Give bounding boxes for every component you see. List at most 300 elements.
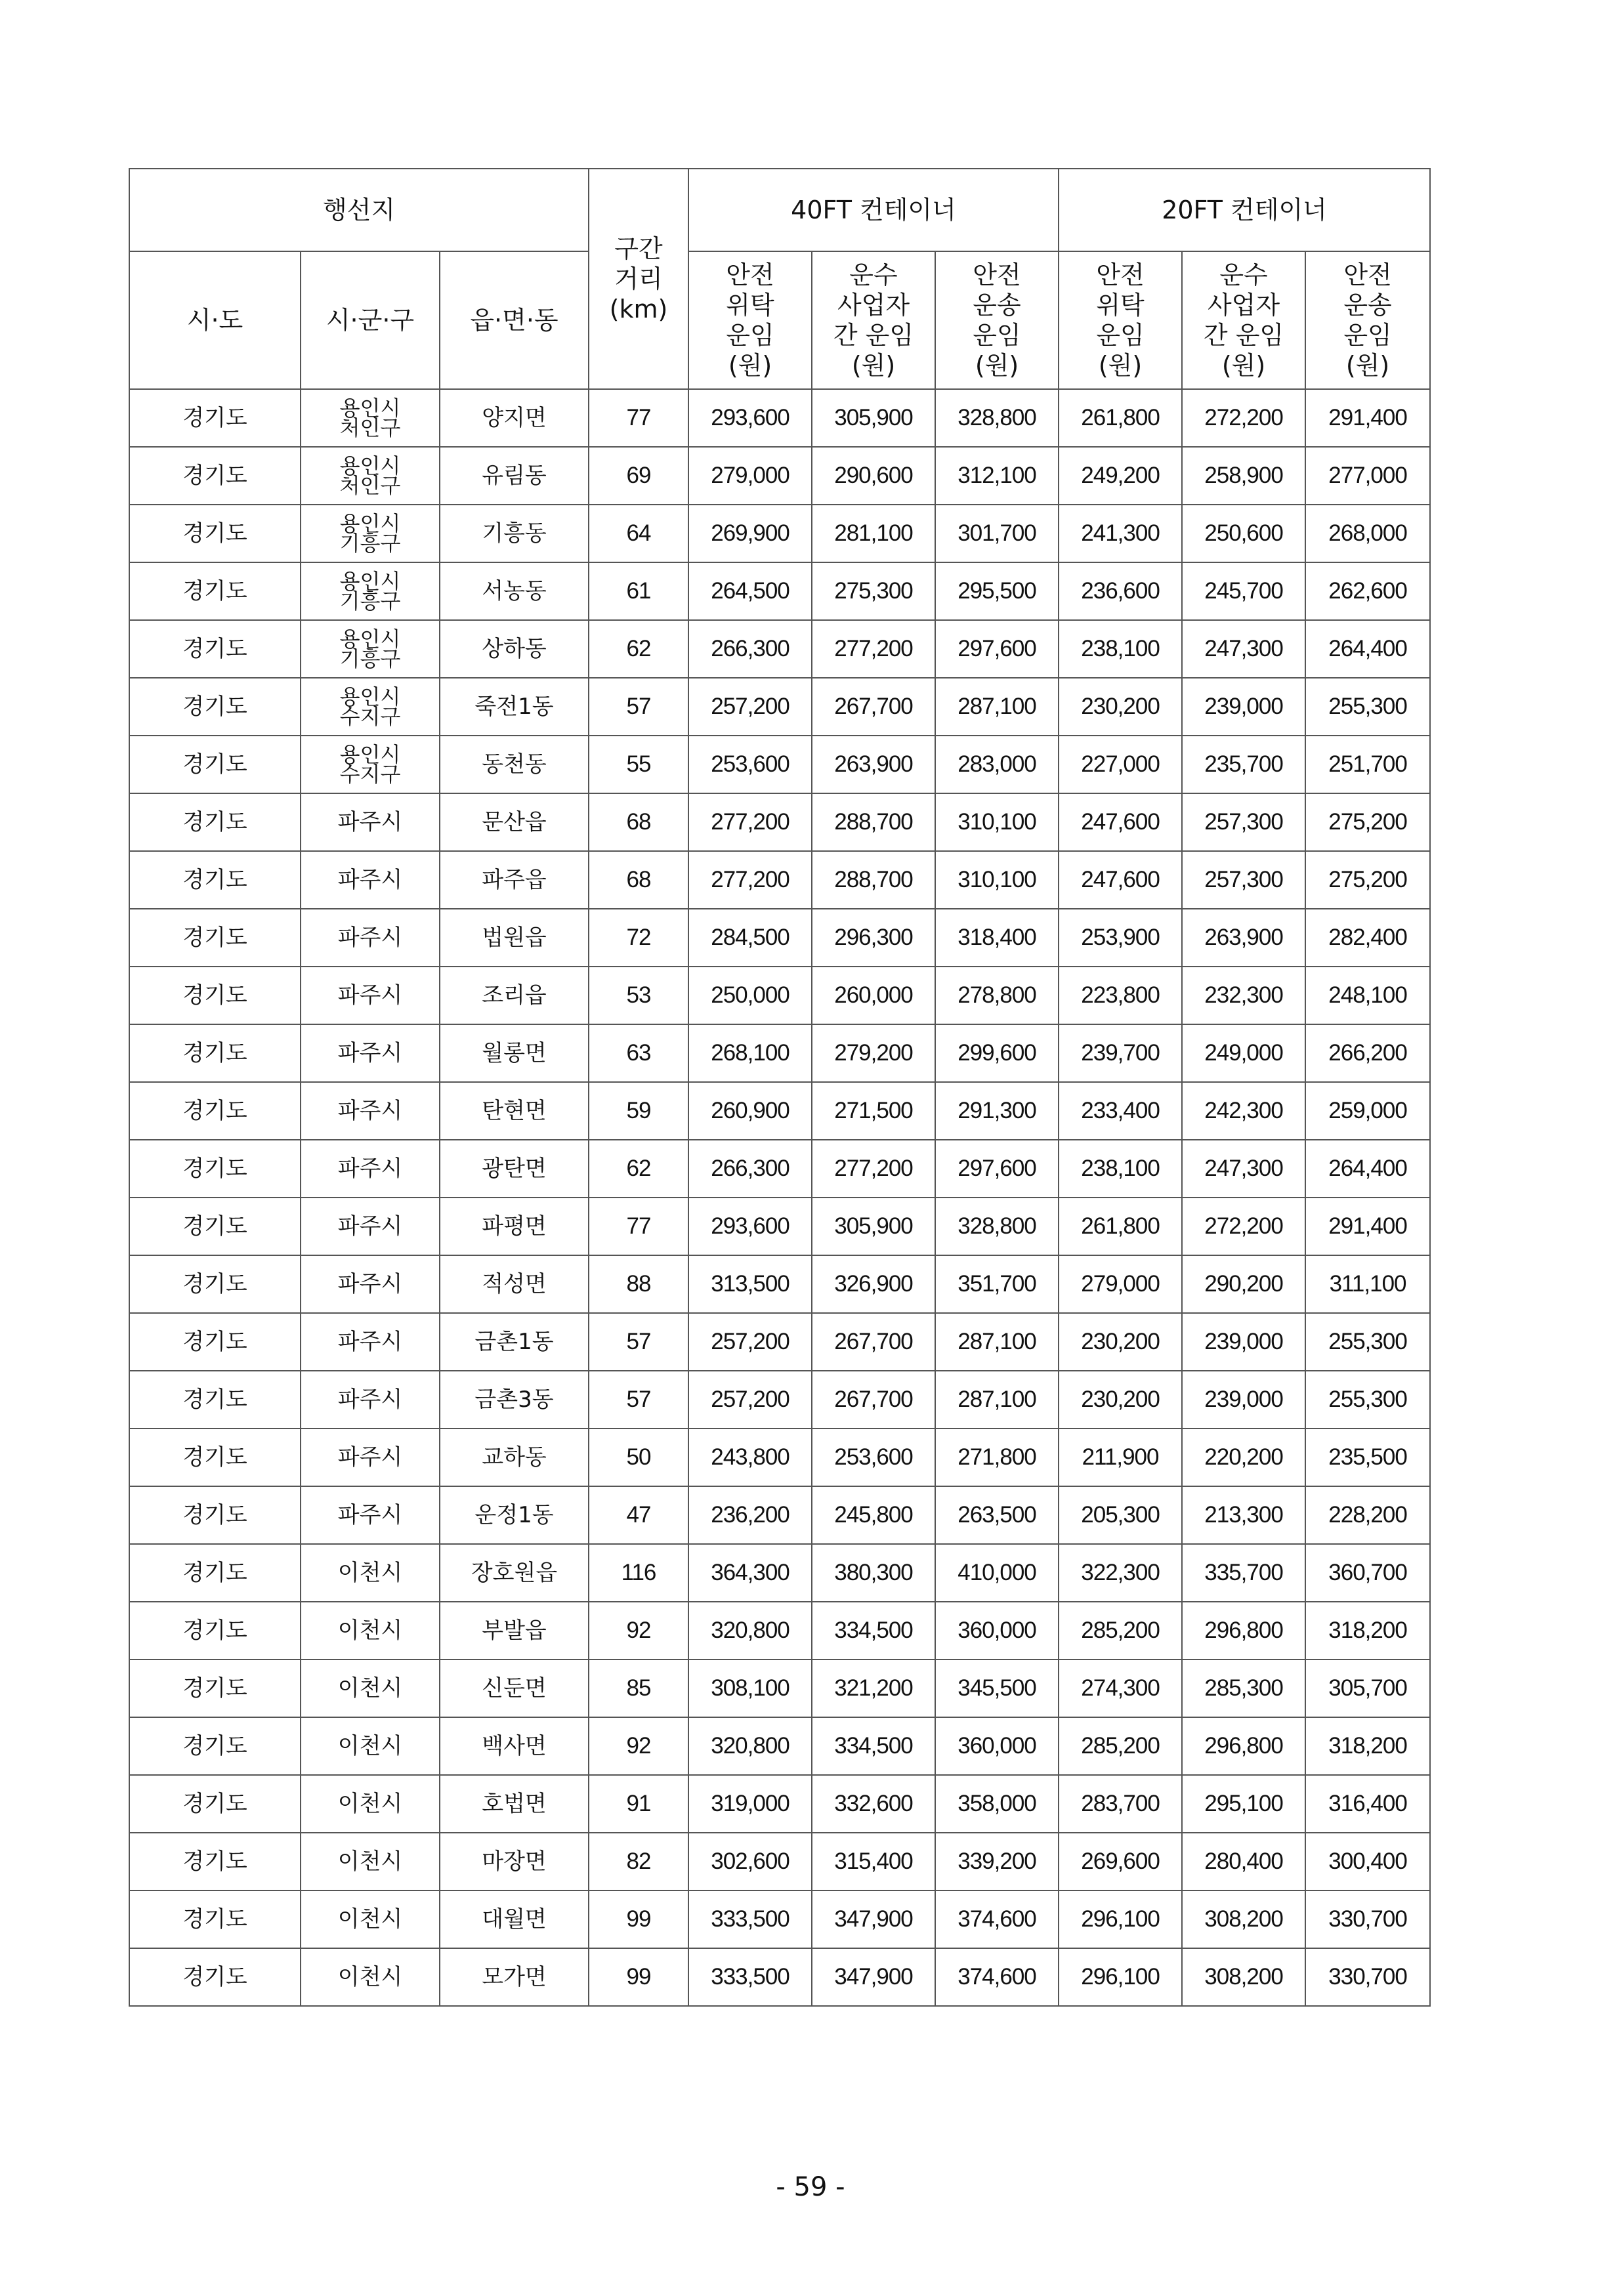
cell-sigungu: 용인시 처인구 — [301, 389, 440, 447]
cell-40ft-safe-consign: 250,000 — [688, 967, 812, 1024]
table-row — [129, 1024, 1430, 1082]
cell-40ft-safe-consign: 260,900 — [688, 1082, 812, 1140]
cell-40ft-carrier: 263,900 — [812, 736, 935, 793]
cell-distance: 91 — [589, 1775, 688, 1833]
table-row — [129, 1890, 1430, 1948]
header-20ft-safe-transport-rate: 안전 운송 운임 (원) — [1305, 251, 1430, 389]
cell-20ft-carrier: 258,900 — [1182, 447, 1305, 505]
cell-20ft-safe-transport: 262,600 — [1305, 562, 1430, 620]
cell-40ft-safe-transport: 345,500 — [935, 1659, 1059, 1717]
cell-distance: 85 — [589, 1659, 688, 1717]
cell-sigungu: 파주시 — [301, 1024, 440, 1082]
cell-20ft-carrier: 247,300 — [1182, 1140, 1305, 1198]
cell-20ft-safe-transport: 275,200 — [1305, 793, 1430, 851]
cell-distance: 47 — [589, 1486, 688, 1544]
cell-20ft-carrier: 296,800 — [1182, 1717, 1305, 1775]
cell-20ft-carrier: 335,700 — [1182, 1544, 1305, 1602]
cell-40ft-carrier: 260,000 — [812, 967, 935, 1024]
cell-sido: 경기도 — [129, 562, 301, 620]
cell-20ft-safe-transport: 259,000 — [1305, 1082, 1430, 1140]
cell-40ft-carrier: 380,300 — [812, 1544, 935, 1602]
cell-20ft-safe-transport: 282,400 — [1305, 909, 1430, 967]
cell-eupmyeondong: 장호원읍 — [440, 1544, 589, 1602]
cell-40ft-safe-consign: 266,300 — [688, 1140, 812, 1198]
cell-40ft-carrier: 321,200 — [812, 1659, 935, 1717]
cell-sido: 경기도 — [129, 1833, 301, 1890]
cell-sido: 경기도 — [129, 1775, 301, 1833]
cell-20ft-safe-consign: 230,200 — [1059, 1371, 1182, 1429]
cell-20ft-safe-consign: 230,200 — [1059, 678, 1182, 736]
cell-20ft-safe-transport: 300,400 — [1305, 1833, 1430, 1890]
cell-sigungu: 이천시 — [301, 1775, 440, 1833]
cell-40ft-safe-consign: 293,600 — [688, 1198, 812, 1255]
freight-rate-table — [129, 168, 1431, 2007]
cell-sido: 경기도 — [129, 1602, 301, 1659]
cell-40ft-safe-transport: 328,800 — [935, 389, 1059, 447]
cell-20ft-carrier: 247,300 — [1182, 620, 1305, 678]
table-row — [129, 1082, 1430, 1140]
cell-20ft-carrier: 213,300 — [1182, 1486, 1305, 1544]
cell-40ft-safe-transport: 299,600 — [935, 1024, 1059, 1082]
cell-20ft-carrier: 272,200 — [1182, 389, 1305, 447]
cell-40ft-carrier: 281,100 — [812, 505, 935, 562]
table-row — [129, 1833, 1430, 1890]
cell-20ft-safe-transport: 291,400 — [1305, 389, 1430, 447]
cell-sigungu: 파주시 — [301, 1429, 440, 1486]
cell-eupmyeondong: 조리읍 — [440, 967, 589, 1024]
cell-distance: 59 — [589, 1082, 688, 1140]
cell-20ft-safe-consign: 279,000 — [1059, 1255, 1182, 1313]
cell-sigungu: 파주시 — [301, 967, 440, 1024]
cell-20ft-carrier: 220,200 — [1182, 1429, 1305, 1486]
cell-distance: 63 — [589, 1024, 688, 1082]
cell-40ft-carrier: 315,400 — [812, 1833, 935, 1890]
cell-40ft-safe-transport: 339,200 — [935, 1833, 1059, 1890]
cell-eupmyeondong: 대월면 — [440, 1890, 589, 1948]
cell-40ft-carrier: 277,200 — [812, 620, 935, 678]
page-number: - 59 - — [776, 2172, 845, 2202]
cell-20ft-safe-transport: 235,500 — [1305, 1429, 1430, 1486]
cell-eupmyeondong: 죽전1동 — [440, 678, 589, 736]
cell-40ft-safe-consign: 364,300 — [688, 1544, 812, 1602]
cell-sigungu: 용인시 수지구 — [301, 678, 440, 736]
cell-20ft-carrier: 308,200 — [1182, 1890, 1305, 1948]
cell-40ft-safe-consign: 302,600 — [688, 1833, 812, 1890]
cell-distance: 72 — [589, 909, 688, 967]
cell-20ft-safe-transport: 248,100 — [1305, 967, 1430, 1024]
cell-40ft-carrier: 279,200 — [812, 1024, 935, 1082]
cell-40ft-safe-transport: 374,600 — [935, 1890, 1059, 1948]
cell-sigungu: 용인시 수지구 — [301, 736, 440, 793]
cell-distance: 69 — [589, 447, 688, 505]
cell-40ft-safe-transport: 263,500 — [935, 1486, 1059, 1544]
cell-sigungu: 용인시 기흥구 — [301, 505, 440, 562]
cell-40ft-safe-transport: 271,800 — [935, 1429, 1059, 1486]
cell-40ft-safe-transport: 312,100 — [935, 447, 1059, 505]
table-row — [129, 736, 1430, 793]
cell-20ft-carrier: 239,000 — [1182, 1371, 1305, 1429]
cell-40ft-safe-consign: 257,200 — [688, 1371, 812, 1429]
cell-eupmyeondong: 동천동 — [440, 736, 589, 793]
cell-40ft-carrier: 347,900 — [812, 1890, 935, 1948]
cell-eupmyeondong: 적성면 — [440, 1255, 589, 1313]
cell-40ft-carrier: 275,300 — [812, 562, 935, 620]
cell-20ft-carrier: 242,300 — [1182, 1082, 1305, 1140]
cell-40ft-carrier: 332,600 — [812, 1775, 935, 1833]
cell-40ft-safe-transport: 410,000 — [935, 1544, 1059, 1602]
cell-40ft-safe-consign: 268,100 — [688, 1024, 812, 1082]
cell-40ft-carrier: 334,500 — [812, 1602, 935, 1659]
cell-20ft-carrier: 245,700 — [1182, 562, 1305, 620]
cell-distance: 53 — [589, 967, 688, 1024]
cell-distance: 64 — [589, 505, 688, 562]
cell-sigungu: 이천시 — [301, 1544, 440, 1602]
cell-eupmyeondong: 교하동 — [440, 1429, 589, 1486]
cell-20ft-safe-consign: 283,700 — [1059, 1775, 1182, 1833]
cell-40ft-safe-consign: 320,800 — [688, 1602, 812, 1659]
header-20ft-carrier-rate: 운수 사업자 간 운임 (원) — [1182, 251, 1305, 389]
cell-sigungu: 파주시 — [301, 851, 440, 909]
cell-eupmyeondong: 상하동 — [440, 620, 589, 678]
cell-distance: 57 — [589, 1313, 688, 1371]
cell-sigungu: 파주시 — [301, 1313, 440, 1371]
table-row — [129, 678, 1430, 736]
cell-40ft-safe-transport: 374,600 — [935, 1948, 1059, 2006]
cell-sido: 경기도 — [129, 1544, 301, 1602]
cell-sigungu: 이천시 — [301, 1602, 440, 1659]
cell-20ft-carrier: 250,600 — [1182, 505, 1305, 562]
cell-sido: 경기도 — [129, 447, 301, 505]
cell-sido: 경기도 — [129, 505, 301, 562]
cell-40ft-safe-transport: 318,400 — [935, 909, 1059, 967]
cell-20ft-safe-consign: 236,600 — [1059, 562, 1182, 620]
cell-20ft-carrier: 239,000 — [1182, 1313, 1305, 1371]
cell-40ft-safe-transport: 287,100 — [935, 1371, 1059, 1429]
cell-20ft-safe-transport: 275,200 — [1305, 851, 1430, 909]
cell-20ft-safe-consign: 269,600 — [1059, 1833, 1182, 1890]
cell-20ft-safe-transport: 330,700 — [1305, 1890, 1430, 1948]
cell-20ft-safe-consign: 227,000 — [1059, 736, 1182, 793]
cell-distance: 62 — [589, 1140, 688, 1198]
table-row — [129, 1255, 1430, 1313]
cell-eupmyeondong: 양지면 — [440, 389, 589, 447]
cell-sido: 경기도 — [129, 1717, 301, 1775]
cell-40ft-safe-transport: 295,500 — [935, 562, 1059, 620]
cell-sido: 경기도 — [129, 851, 301, 909]
cell-eupmyeondong: 유림동 — [440, 447, 589, 505]
table-row — [129, 447, 1430, 505]
cell-20ft-safe-transport: 264,400 — [1305, 1140, 1430, 1198]
header-40ft-container: 40FT 컨테이너 — [688, 169, 1059, 251]
cell-20ft-carrier: 290,200 — [1182, 1255, 1305, 1313]
cell-20ft-safe-transport: 255,300 — [1305, 1371, 1430, 1429]
cell-40ft-safe-transport: 297,600 — [935, 620, 1059, 678]
cell-sido: 경기도 — [129, 967, 301, 1024]
cell-distance: 92 — [589, 1602, 688, 1659]
cell-eupmyeondong: 마장면 — [440, 1833, 589, 1890]
cell-20ft-safe-transport: 318,200 — [1305, 1602, 1430, 1659]
cell-sido: 경기도 — [129, 1948, 301, 2006]
cell-40ft-safe-consign: 308,100 — [688, 1659, 812, 1717]
cell-40ft-safe-consign: 236,200 — [688, 1486, 812, 1544]
cell-20ft-carrier: 249,000 — [1182, 1024, 1305, 1082]
cell-distance: 99 — [589, 1890, 688, 1948]
cell-distance: 68 — [589, 793, 688, 851]
cell-40ft-safe-consign: 269,900 — [688, 505, 812, 562]
header-distance: 구간 거리 (km) — [589, 169, 688, 389]
cell-distance: 99 — [589, 1948, 688, 2006]
cell-20ft-carrier: 308,200 — [1182, 1948, 1305, 2006]
cell-40ft-carrier: 288,700 — [812, 793, 935, 851]
cell-eupmyeondong: 운정1동 — [440, 1486, 589, 1544]
cell-20ft-safe-consign: 247,600 — [1059, 793, 1182, 851]
cell-40ft-safe-consign: 319,000 — [688, 1775, 812, 1833]
table-row — [129, 1486, 1430, 1544]
cell-40ft-safe-consign: 320,800 — [688, 1717, 812, 1775]
cell-sigungu: 파주시 — [301, 1486, 440, 1544]
cell-20ft-carrier: 280,400 — [1182, 1833, 1305, 1890]
cell-40ft-carrier: 267,700 — [812, 1313, 935, 1371]
cell-sido: 경기도 — [129, 1486, 301, 1544]
cell-20ft-carrier: 257,300 — [1182, 851, 1305, 909]
cell-sido: 경기도 — [129, 1024, 301, 1082]
cell-20ft-safe-consign: 261,800 — [1059, 1198, 1182, 1255]
cell-eupmyeondong: 서농동 — [440, 562, 589, 620]
cell-sigungu: 파주시 — [301, 1140, 440, 1198]
cell-20ft-safe-consign: 233,400 — [1059, 1082, 1182, 1140]
cell-eupmyeondong: 광탄면 — [440, 1140, 589, 1198]
cell-sido: 경기도 — [129, 1082, 301, 1140]
cell-20ft-carrier: 232,300 — [1182, 967, 1305, 1024]
cell-sigungu: 이천시 — [301, 1948, 440, 2006]
cell-eupmyeondong: 금촌1동 — [440, 1313, 589, 1371]
cell-eupmyeondong: 금촌3동 — [440, 1371, 589, 1429]
cell-20ft-safe-consign: 238,100 — [1059, 1140, 1182, 1198]
cell-20ft-safe-transport: 316,400 — [1305, 1775, 1430, 1833]
cell-40ft-carrier: 267,700 — [812, 678, 935, 736]
cell-40ft-carrier: 267,700 — [812, 1371, 935, 1429]
cell-sigungu: 용인시 처인구 — [301, 447, 440, 505]
cell-20ft-safe-consign: 230,200 — [1059, 1313, 1182, 1371]
cell-distance: 57 — [589, 678, 688, 736]
cell-distance: 68 — [589, 851, 688, 909]
table-row — [129, 1140, 1430, 1198]
cell-40ft-carrier: 326,900 — [812, 1255, 935, 1313]
cell-eupmyeondong: 파평면 — [440, 1198, 589, 1255]
cell-eupmyeondong: 월롱면 — [440, 1024, 589, 1082]
header-40ft-safe-consign-rate: 안전 위탁 운임 (원) — [688, 251, 812, 389]
table-row — [129, 909, 1430, 967]
cell-eupmyeondong: 백사면 — [440, 1717, 589, 1775]
cell-40ft-carrier: 296,300 — [812, 909, 935, 967]
table-row — [129, 967, 1430, 1024]
cell-distance: 82 — [589, 1833, 688, 1890]
cell-20ft-safe-consign: 285,200 — [1059, 1717, 1182, 1775]
cell-20ft-safe-consign: 322,300 — [1059, 1544, 1182, 1602]
cell-distance: 77 — [589, 1198, 688, 1255]
cell-20ft-safe-transport: 360,700 — [1305, 1544, 1430, 1602]
cell-sigungu: 이천시 — [301, 1659, 440, 1717]
cell-eupmyeondong: 법원읍 — [440, 909, 589, 967]
cell-distance: 116 — [589, 1544, 688, 1602]
cell-40ft-safe-consign: 293,600 — [688, 389, 812, 447]
cell-40ft-safe-transport: 310,100 — [935, 851, 1059, 909]
cell-distance: 55 — [589, 736, 688, 793]
table-row — [129, 1198, 1430, 1255]
cell-40ft-safe-consign: 279,000 — [688, 447, 812, 505]
cell-sigungu: 파주시 — [301, 1255, 440, 1313]
cell-20ft-safe-consign: 274,300 — [1059, 1659, 1182, 1717]
table-row — [129, 620, 1430, 678]
cell-20ft-safe-transport: 311,100 — [1305, 1255, 1430, 1313]
cell-40ft-safe-consign: 277,200 — [688, 851, 812, 909]
cell-40ft-safe-consign: 333,500 — [688, 1890, 812, 1948]
cell-20ft-safe-consign: 253,900 — [1059, 909, 1182, 967]
cell-sigungu: 파주시 — [301, 793, 440, 851]
cell-distance: 62 — [589, 620, 688, 678]
cell-20ft-carrier: 235,700 — [1182, 736, 1305, 793]
cell-20ft-safe-transport: 318,200 — [1305, 1717, 1430, 1775]
cell-40ft-safe-consign: 264,500 — [688, 562, 812, 620]
cell-distance: 57 — [589, 1371, 688, 1429]
cell-eupmyeondong: 파주읍 — [440, 851, 589, 909]
cell-20ft-safe-consign: 285,200 — [1059, 1602, 1182, 1659]
table-row — [129, 389, 1430, 447]
cell-sigungu: 파주시 — [301, 1082, 440, 1140]
cell-40ft-safe-transport: 287,100 — [935, 1313, 1059, 1371]
cell-sido: 경기도 — [129, 620, 301, 678]
cell-sido: 경기도 — [129, 793, 301, 851]
cell-20ft-safe-transport: 266,200 — [1305, 1024, 1430, 1082]
cell-20ft-carrier: 239,000 — [1182, 678, 1305, 736]
cell-20ft-safe-consign: 247,600 — [1059, 851, 1182, 909]
cell-20ft-safe-consign: 211,900 — [1059, 1429, 1182, 1486]
cell-40ft-carrier: 334,500 — [812, 1717, 935, 1775]
cell-sido: 경기도 — [129, 1890, 301, 1948]
cell-20ft-carrier: 295,100 — [1182, 1775, 1305, 1833]
cell-40ft-safe-consign: 333,500 — [688, 1948, 812, 2006]
cell-40ft-safe-consign: 253,600 — [688, 736, 812, 793]
table-row — [129, 505, 1430, 562]
table-row — [129, 1775, 1430, 1833]
cell-eupmyeondong: 신둔면 — [440, 1659, 589, 1717]
cell-40ft-safe-transport: 297,600 — [935, 1140, 1059, 1198]
header-destination: 행선지 — [129, 169, 589, 251]
cell-20ft-carrier: 272,200 — [1182, 1198, 1305, 1255]
cell-40ft-carrier: 277,200 — [812, 1140, 935, 1198]
cell-distance: 77 — [589, 389, 688, 447]
cell-40ft-safe-transport: 351,700 — [935, 1255, 1059, 1313]
cell-40ft-carrier: 290,600 — [812, 447, 935, 505]
table-row — [129, 1659, 1430, 1717]
cell-40ft-safe-transport: 278,800 — [935, 967, 1059, 1024]
table-row — [129, 851, 1430, 909]
cell-40ft-carrier: 305,900 — [812, 1198, 935, 1255]
cell-sido: 경기도 — [129, 736, 301, 793]
cell-20ft-safe-consign: 296,100 — [1059, 1890, 1182, 1948]
cell-20ft-safe-consign: 261,800 — [1059, 389, 1182, 447]
cell-sigungu: 용인시 기흥구 — [301, 620, 440, 678]
cell-20ft-safe-consign: 223,800 — [1059, 967, 1182, 1024]
cell-20ft-safe-transport: 255,300 — [1305, 678, 1430, 736]
cell-20ft-safe-transport: 228,200 — [1305, 1486, 1430, 1544]
cell-20ft-safe-transport: 277,000 — [1305, 447, 1430, 505]
cell-20ft-carrier: 296,800 — [1182, 1602, 1305, 1659]
table-row — [129, 1717, 1430, 1775]
cell-40ft-safe-transport: 360,000 — [935, 1717, 1059, 1775]
cell-sido: 경기도 — [129, 1313, 301, 1371]
table-row — [129, 793, 1430, 851]
cell-40ft-safe-consign: 284,500 — [688, 909, 812, 967]
cell-sido: 경기도 — [129, 1429, 301, 1486]
cell-20ft-safe-transport: 255,300 — [1305, 1313, 1430, 1371]
table-row — [129, 1429, 1430, 1486]
cell-40ft-safe-consign: 243,800 — [688, 1429, 812, 1486]
cell-40ft-safe-consign: 277,200 — [688, 793, 812, 851]
cell-40ft-safe-transport: 328,800 — [935, 1198, 1059, 1255]
cell-40ft-safe-transport: 360,000 — [935, 1602, 1059, 1659]
cell-20ft-safe-consign: 241,300 — [1059, 505, 1182, 562]
cell-20ft-safe-consign: 296,100 — [1059, 1948, 1182, 2006]
cell-40ft-safe-transport: 358,000 — [935, 1775, 1059, 1833]
cell-sido: 경기도 — [129, 678, 301, 736]
cell-distance: 88 — [589, 1255, 688, 1313]
cell-40ft-carrier: 253,600 — [812, 1429, 935, 1486]
cell-40ft-carrier: 305,900 — [812, 389, 935, 447]
cell-40ft-safe-transport: 287,100 — [935, 678, 1059, 736]
header-sido: 시·도 — [129, 251, 301, 389]
cell-40ft-carrier: 271,500 — [812, 1082, 935, 1140]
header-20ft-container: 20FT 컨테이너 — [1059, 169, 1430, 251]
cell-sigungu: 파주시 — [301, 1371, 440, 1429]
header-sigungu: 시·군·구 — [301, 251, 440, 389]
cell-eupmyeondong: 부발읍 — [440, 1602, 589, 1659]
cell-sido: 경기도 — [129, 1255, 301, 1313]
cell-20ft-safe-transport: 291,400 — [1305, 1198, 1430, 1255]
cell-40ft-safe-transport: 283,000 — [935, 736, 1059, 793]
cell-20ft-safe-transport: 330,700 — [1305, 1948, 1430, 2006]
cell-sido: 경기도 — [129, 1140, 301, 1198]
cell-sigungu: 이천시 — [301, 1890, 440, 1948]
cell-40ft-carrier: 245,800 — [812, 1486, 935, 1544]
table-row — [129, 1371, 1430, 1429]
cell-20ft-safe-transport: 305,700 — [1305, 1659, 1430, 1717]
cell-sido: 경기도 — [129, 389, 301, 447]
cell-20ft-safe-transport: 264,400 — [1305, 620, 1430, 678]
cell-distance: 50 — [589, 1429, 688, 1486]
header-40ft-carrier-rate: 운수 사업자 간 운임 (원) — [812, 251, 935, 389]
table-row — [129, 562, 1430, 620]
cell-40ft-safe-transport: 310,100 — [935, 793, 1059, 851]
header-eupmyeondong: 읍·면·동 — [440, 251, 589, 389]
table-row — [129, 1602, 1430, 1659]
cell-sigungu: 이천시 — [301, 1833, 440, 1890]
cell-20ft-safe-consign: 239,700 — [1059, 1024, 1182, 1082]
cell-sigungu: 파주시 — [301, 1198, 440, 1255]
cell-40ft-safe-consign: 257,200 — [688, 1313, 812, 1371]
cell-sido: 경기도 — [129, 1659, 301, 1717]
cell-sigungu: 파주시 — [301, 909, 440, 967]
cell-eupmyeondong: 모가면 — [440, 1948, 589, 2006]
table-row — [129, 1544, 1430, 1602]
cell-20ft-carrier: 263,900 — [1182, 909, 1305, 967]
cell-sigungu: 용인시 기흥구 — [301, 562, 440, 620]
cell-40ft-safe-consign: 266,300 — [688, 620, 812, 678]
cell-40ft-safe-transport: 291,300 — [935, 1082, 1059, 1140]
cell-20ft-safe-consign: 249,200 — [1059, 447, 1182, 505]
cell-distance: 61 — [589, 562, 688, 620]
cell-distance: 92 — [589, 1717, 688, 1775]
